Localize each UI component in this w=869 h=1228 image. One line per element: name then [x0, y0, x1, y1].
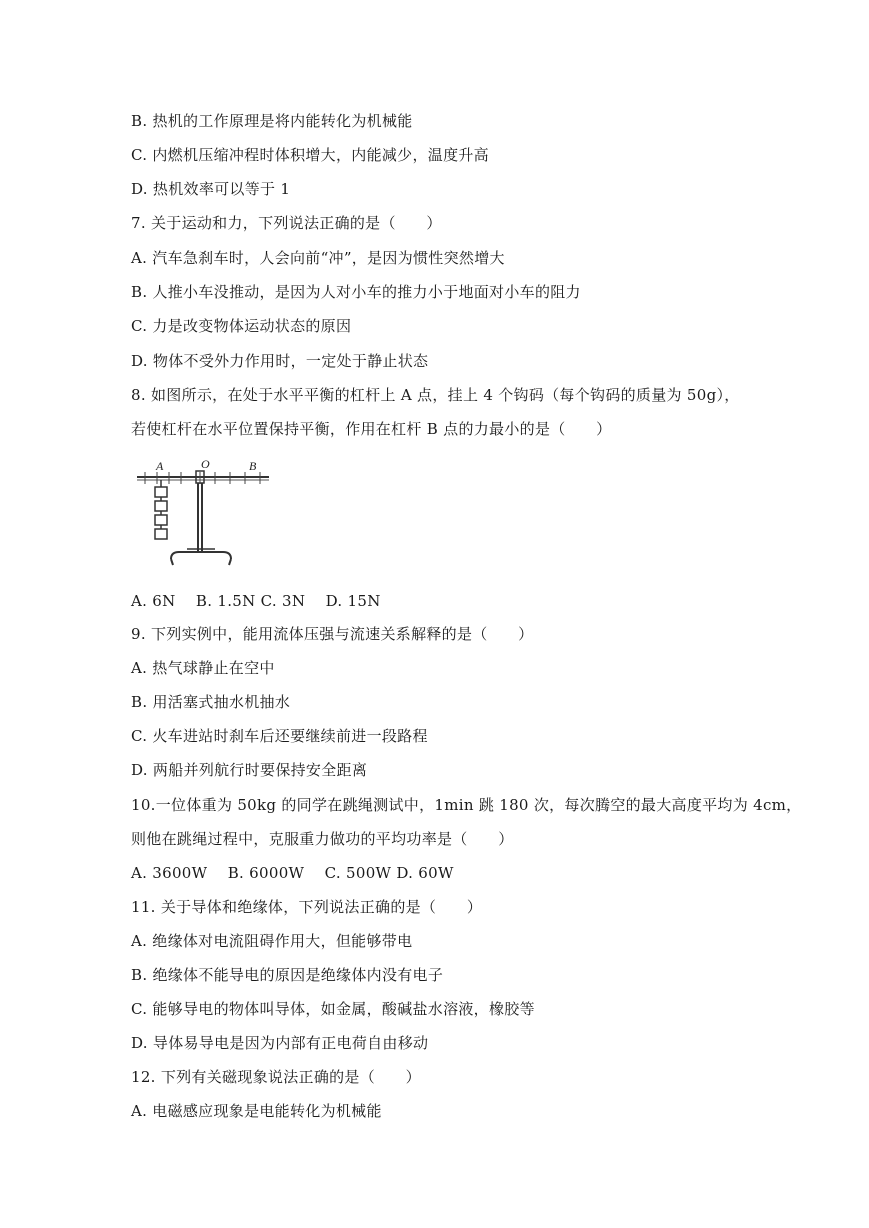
option-6b: B. 热机的工作原理是将内能转化为机械能 [131, 112, 413, 130]
label-o: O [201, 457, 210, 471]
question-10-line-2: 则他在跳绳过程中，克服重力做功的平均功率是（ ） [131, 830, 514, 848]
option-7b: B. 人推小车没推动，是因为人对小车的推力小于地面对小车的阻力 [131, 283, 581, 301]
options-10: A. 3600W B. 6000W C. 500W D. 60W [131, 864, 454, 882]
hook-weights [155, 480, 167, 539]
option-7c: C. 力是改变物体运动状态的原因 [131, 317, 352, 335]
option-11b: B. 绝缘体不能导电的原因是绝缘体内没有电子 [131, 966, 444, 984]
option-12a: A. 电磁感应现象是电能转化为机械能 [131, 1102, 382, 1120]
options-8: A. 6N B. 1.5N C. 3N D. 15N [131, 592, 381, 610]
question-12: 12. 下列有关磁现象说法正确的是（ ） [131, 1068, 421, 1086]
stand-base [171, 552, 231, 559]
question-10-line-1: 10.一位体重为 50kg 的同学在跳绳测试中，1min 跳 180 次，每次腾空的最大高度平均为 4cm， [131, 796, 802, 814]
option-6d: D. 热机效率可以等于 1 [131, 180, 291, 198]
option-9c: C. 火车进站时刹车后还要继续前进一段路程 [131, 727, 428, 745]
option-9b: B. 用活塞式抽水机抽水 [131, 693, 291, 711]
option-7d: D. 物体不受外力作用时，一定处于静止状态 [131, 352, 429, 370]
option-11c: C. 能够导电的物体叫导体，如金属，酸碱盐水溶液，橡胶等 [131, 1000, 535, 1018]
option-11a: A. 绝缘体对电流阻碍作用大，但能够带电 [131, 932, 413, 950]
option-9d: D. 两船并列航行时要保持安全距离 [131, 761, 368, 779]
option-11d: D. 导体易导电是因为内部有正电荷自由移动 [131, 1034, 429, 1052]
label-a: A [156, 459, 164, 473]
label-b: B [249, 459, 257, 473]
option-6c: C. 内燃机压缩冲程时体积增大，内能减少，温度升高 [131, 146, 489, 164]
question-8-line-1: 8. 如图所示，在处于水平平衡的杠杆上 A 点，挂上 4 个钩码（每个钩码的质量为 50g）， [131, 386, 740, 404]
question-9: 9. 下列实例中，能用流体压强与流速关系解释的是（ ） [131, 625, 534, 643]
question-8-line-2: 若使杠杆在水平位置保持平衡，作用在杠杆 B 点的力最小的是（ ） [131, 420, 612, 438]
question-11: 11. 关于导体和绝缘体，下列说法正确的是（ ） [131, 898, 483, 916]
option-7a: A. 汽车急刹车时，人会向前“冲”，是因为惯性突然增大 [131, 249, 505, 267]
option-9a: A. 热气球静止在空中 [131, 659, 275, 677]
question-7: 7. 关于运动和力，下列说法正确的是（ ） [131, 214, 442, 232]
lever-figure [135, 455, 275, 575]
